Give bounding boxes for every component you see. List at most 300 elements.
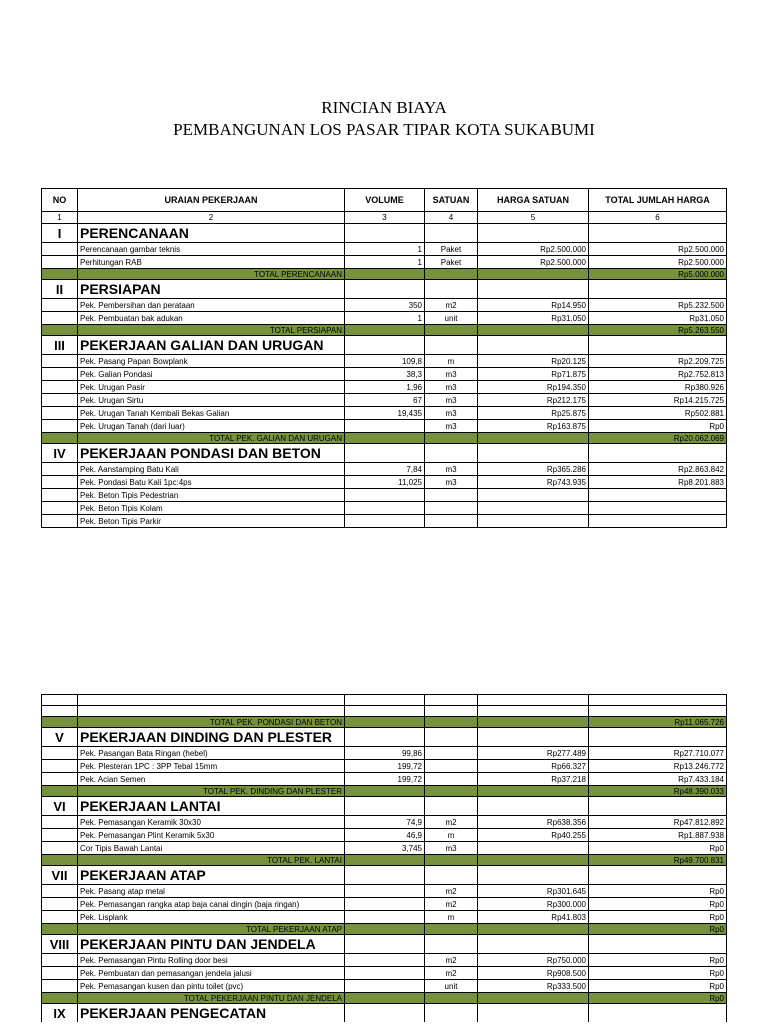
item-total: Rp0 [589, 885, 727, 898]
item-unit-price: Rp277.489 [478, 747, 589, 760]
item-unit: unit [425, 312, 478, 325]
item-unit-price: Rp194.350 [478, 381, 589, 394]
subtotal-label: TOTAL PEK. LANTAI [78, 855, 345, 866]
section-number: VII [42, 866, 78, 885]
item-total: Rp0 [589, 954, 727, 967]
item-number [42, 368, 78, 381]
empty-cell [478, 695, 589, 706]
empty-cell [478, 717, 589, 728]
empty-cell [478, 280, 589, 299]
item-unit-price: Rp908.500 [478, 967, 589, 980]
section-header-row [42, 728, 727, 747]
subtotal-row [42, 855, 727, 866]
empty-cell [42, 855, 78, 866]
subtotal-value: Rp0 [589, 924, 727, 935]
item-unit-price [478, 842, 589, 855]
item-description: Cor Tipis Bawah Lantai [78, 842, 345, 855]
item-volume: 3,745 [345, 842, 425, 855]
table-row [42, 898, 727, 911]
item-total: Rp8.201.883 [589, 476, 727, 489]
item-unit [425, 502, 478, 515]
item-unit: m [425, 911, 478, 924]
cost-table-page-2 [41, 694, 727, 1022]
empty-cell [425, 336, 478, 355]
item-description: Pek. Pembuatan dan pemasangan jendela jalusi [78, 967, 345, 980]
item-number [42, 312, 78, 325]
item-number [42, 967, 78, 980]
item-number [42, 489, 78, 502]
item-unit-price: Rp31.050 [478, 312, 589, 325]
subtotal-value: Rp5.263.550 [589, 325, 727, 336]
column-number: 4 [425, 212, 478, 224]
item-description: Pek. Pembuatan bak adukan [78, 312, 345, 325]
empty-cell [425, 706, 478, 717]
header-no: NO [42, 189, 78, 212]
subtotal-row [42, 924, 727, 935]
item-total: Rp14.215.725 [589, 394, 727, 407]
section-header-row [42, 866, 727, 885]
header-unit: SATUAN [425, 189, 478, 212]
item-number [42, 980, 78, 993]
item-unit-price [478, 489, 589, 502]
item-total: Rp2.500.000 [589, 243, 727, 256]
item-description: Pek. Lisplank [78, 911, 345, 924]
item-number [42, 515, 78, 528]
item-unit-price: Rp25.875 [478, 407, 589, 420]
section-title: PEKERJAAN ATAP [78, 866, 345, 885]
section-number: VIII [42, 935, 78, 954]
empty-cell [78, 706, 345, 717]
item-total: Rp2.209.725 [589, 355, 727, 368]
header-row [42, 189, 727, 212]
item-number [42, 502, 78, 515]
item-volume: 199,72 [345, 773, 425, 786]
empty-cell [589, 866, 727, 885]
item-description: Pek. Beton Tipis Parkir [78, 515, 345, 528]
item-unit-price: Rp212.175 [478, 394, 589, 407]
item-total [589, 489, 727, 502]
table-row [42, 243, 727, 256]
empty-cell [42, 706, 78, 717]
table-row [42, 829, 727, 842]
item-total: Rp5.232.500 [589, 299, 727, 312]
empty-cell [42, 269, 78, 280]
subtotal-row [42, 717, 727, 728]
item-unit-price: Rp301.645 [478, 885, 589, 898]
empty-cell [345, 1004, 425, 1023]
empty-cell [425, 924, 478, 935]
subtotal-label: TOTAL PEK. DINDING DAN PLESTER [78, 786, 345, 797]
item-unit-price: Rp300.000 [478, 898, 589, 911]
empty-cell [42, 717, 78, 728]
subtotal-label: TOTAL PERENCANAAN [78, 269, 345, 280]
section-number: I [42, 224, 78, 243]
subtotal-label: TOTAL PEKERJAAN PINTU DAN JENDELA [78, 993, 345, 1004]
empty-cell [345, 728, 425, 747]
item-unit [425, 773, 478, 786]
item-unit-price: Rp365.286 [478, 463, 589, 476]
empty-cell [425, 433, 478, 444]
empty-cell [345, 444, 425, 463]
item-description: Pek. Galian Pondasi [78, 368, 345, 381]
empty-cell [345, 924, 425, 935]
item-number [42, 394, 78, 407]
empty-cell [478, 935, 589, 954]
header-volume: VOLUME [345, 189, 425, 212]
empty-cell [478, 924, 589, 935]
section-number: IX [42, 1004, 78, 1023]
item-volume: 109,8 [345, 355, 425, 368]
item-number [42, 842, 78, 855]
item-volume: 46,9 [345, 829, 425, 842]
empty-cell [478, 797, 589, 816]
table-row [42, 355, 727, 368]
item-volume: 11,025 [345, 476, 425, 489]
empty-cell [478, 224, 589, 243]
empty-cell [345, 706, 425, 717]
item-unit-price: Rp71.875 [478, 368, 589, 381]
table-row [42, 407, 727, 420]
subtotal-value: Rp5.000.000 [589, 269, 727, 280]
item-unit: m2 [425, 954, 478, 967]
subtotal-label: TOTAL PEK. GALIAN DAN URUGAN [78, 433, 345, 444]
empty-cell [42, 924, 78, 935]
item-total: Rp0 [589, 420, 727, 433]
item-number [42, 747, 78, 760]
item-unit [425, 747, 478, 760]
header-total-price: TOTAL JUMLAH HARGA [589, 189, 727, 212]
item-number [42, 773, 78, 786]
empty-cell [478, 786, 589, 797]
document-title: RINCIAN BIAYA [321, 98, 447, 117]
item-unit [425, 760, 478, 773]
item-volume: 350 [345, 299, 425, 312]
item-total: Rp2.752.813 [589, 368, 727, 381]
item-unit: m2 [425, 816, 478, 829]
subtotal-row [42, 786, 727, 797]
subtotal-row [42, 325, 727, 336]
section-header-row [42, 444, 727, 463]
item-unit-price: Rp163.875 [478, 420, 589, 433]
item-number [42, 299, 78, 312]
column-number: 6 [589, 212, 727, 224]
item-total: Rp27.710.077 [589, 747, 727, 760]
item-total [589, 515, 727, 528]
table-row [42, 312, 727, 325]
empty-cell [478, 1004, 589, 1023]
column-number: 5 [478, 212, 589, 224]
item-unit-price: Rp333.500 [478, 980, 589, 993]
empty-cell [345, 717, 425, 728]
table-row [42, 885, 727, 898]
item-unit: m2 [425, 885, 478, 898]
item-unit: m3 [425, 463, 478, 476]
item-unit: m3 [425, 394, 478, 407]
empty-cell [425, 797, 478, 816]
empty-cell [478, 269, 589, 280]
item-unit-price [478, 515, 589, 528]
item-total: Rp0 [589, 842, 727, 855]
section-header-row [42, 1004, 727, 1023]
section-title: PEKERJAAN DINDING DAN PLESTER [78, 728, 345, 747]
table-row [42, 299, 727, 312]
item-unit: m2 [425, 967, 478, 980]
empty-cell [345, 433, 425, 444]
section-number: V [42, 728, 78, 747]
item-unit-price: Rp41.803 [478, 911, 589, 924]
empty-cell [478, 325, 589, 336]
item-total [589, 502, 727, 515]
item-description: Pek. Urugan Pasir [78, 381, 345, 394]
item-total: Rp47.812.892 [589, 816, 727, 829]
item-volume: 74,9 [345, 816, 425, 829]
item-number [42, 476, 78, 489]
empty-cell [425, 280, 478, 299]
item-volume [345, 898, 425, 911]
item-number [42, 256, 78, 269]
header-unit-price: HARGA SATUAN [478, 189, 589, 212]
empty-cell [589, 706, 727, 717]
item-description: Pek. Pemasangan Plint Keramik 5x30 [78, 829, 345, 842]
item-total: Rp7.433.184 [589, 773, 727, 786]
item-number [42, 355, 78, 368]
empty-cell [345, 935, 425, 954]
subtotal-label: TOTAL PERSIAPAN [78, 325, 345, 336]
table-row [42, 420, 727, 433]
item-number [42, 911, 78, 924]
item-volume: 38,3 [345, 368, 425, 381]
table-row [42, 911, 727, 924]
item-unit: m [425, 829, 478, 842]
empty-cell [478, 866, 589, 885]
item-unit: unit [425, 980, 478, 993]
empty-cell [478, 728, 589, 747]
empty-cell [478, 706, 589, 717]
item-description: Pek. Aanstamping Batu Kali [78, 463, 345, 476]
item-volume [345, 502, 425, 515]
header-description: URAIAN PEKERJAAN [78, 189, 345, 212]
section-number: II [42, 280, 78, 299]
item-description: Pek. Pemasangan Pintu Rolling door besi [78, 954, 345, 967]
empty-cell [345, 269, 425, 280]
empty-cell [425, 993, 478, 1004]
column-number: 2 [78, 212, 345, 224]
table-row [42, 967, 727, 980]
empty-cell [345, 786, 425, 797]
empty-cell [589, 728, 727, 747]
empty-cell [345, 695, 425, 706]
table-row [42, 816, 727, 829]
item-unit: m3 [425, 476, 478, 489]
item-volume: 67 [345, 394, 425, 407]
item-unit: m [425, 355, 478, 368]
section-title: PEKERJAAN LANTAI [78, 797, 345, 816]
table-row [42, 773, 727, 786]
item-unit: m2 [425, 898, 478, 911]
item-description: Pek. Urugan Tanah (dari luar) [78, 420, 345, 433]
empty-cell [345, 993, 425, 1004]
subtotal-row [42, 993, 727, 1004]
subtotal-value: Rp20.062.069 [589, 433, 727, 444]
empty-cell [589, 224, 727, 243]
table-row [42, 476, 727, 489]
empty-cell [78, 695, 345, 706]
empty-cell [345, 280, 425, 299]
item-unit: m3 [425, 842, 478, 855]
item-number [42, 243, 78, 256]
empty-cell [425, 695, 478, 706]
item-description: Pek. Pembersihan dan perataan [78, 299, 345, 312]
section-header-row [42, 797, 727, 816]
subtotal-value: Rp49.700.831 [589, 855, 727, 866]
empty-cell [345, 224, 425, 243]
empty-cell [425, 728, 478, 747]
item-description: Pek. Pasang Papan Bowplank [78, 355, 345, 368]
subtotal-label: TOTAL PEK. PONDASI DAN BETON [78, 717, 345, 728]
item-total: Rp1.887.938 [589, 829, 727, 842]
empty-cell [425, 224, 478, 243]
column-number: 1 [42, 212, 78, 224]
empty-cell [478, 855, 589, 866]
item-total: Rp0 [589, 980, 727, 993]
section-title: PEKERJAAN PINTU DAN JENDELA [78, 935, 345, 954]
item-volume: 7,84 [345, 463, 425, 476]
item-total: Rp13.246.772 [589, 760, 727, 773]
empty-cell [589, 444, 727, 463]
empty-cell [42, 433, 78, 444]
item-description: Perencanaan gambar teknis [78, 243, 345, 256]
blank-row [42, 695, 727, 706]
cost-table-page-1 [41, 188, 727, 528]
item-unit-price: Rp37.218 [478, 773, 589, 786]
item-unit-price: Rp20.125 [478, 355, 589, 368]
empty-cell [589, 336, 727, 355]
empty-cell [589, 695, 727, 706]
empty-cell [425, 1004, 478, 1023]
section-title: PEKERJAAN PENGECATAN [78, 1004, 345, 1023]
item-description: Pek. Pondasi Batu Kali 1pc:4ps [78, 476, 345, 489]
empty-cell [42, 786, 78, 797]
item-total: Rp31.050 [589, 312, 727, 325]
empty-cell [589, 935, 727, 954]
item-volume: 99,86 [345, 747, 425, 760]
item-total: Rp502.881 [589, 407, 727, 420]
item-number [42, 885, 78, 898]
subtotal-row [42, 433, 727, 444]
column-number: 3 [345, 212, 425, 224]
empty-cell [425, 866, 478, 885]
table-row [42, 256, 727, 269]
item-description: Pek. Urugan Sirtu [78, 394, 345, 407]
table-row [42, 381, 727, 394]
item-description: Pek. Pemasangan Keramik 30x30 [78, 816, 345, 829]
item-unit: m2 [425, 299, 478, 312]
empty-cell [478, 993, 589, 1004]
section-header-row [42, 935, 727, 954]
subtotal-value: Rp48.390.033 [589, 786, 727, 797]
item-volume [345, 420, 425, 433]
empty-cell [589, 797, 727, 816]
item-total: Rp2.863.842 [589, 463, 727, 476]
empty-cell [425, 325, 478, 336]
item-number [42, 420, 78, 433]
section-title: PEKERJAAN GALIAN DAN URUGAN [78, 336, 345, 355]
section-title: PEKERJAAN PONDASI DAN BETON [78, 444, 345, 463]
item-volume: 1 [345, 312, 425, 325]
item-volume: 1,96 [345, 381, 425, 394]
table-row [42, 515, 727, 528]
item-number [42, 760, 78, 773]
item-number [42, 954, 78, 967]
empty-cell [345, 325, 425, 336]
item-description: Pek. Plesteran 1PC : 3PP Tebal 15mm [78, 760, 345, 773]
item-number [42, 898, 78, 911]
item-unit [425, 489, 478, 502]
item-unit-price: Rp638.356 [478, 816, 589, 829]
item-volume [345, 967, 425, 980]
item-unit-price [478, 502, 589, 515]
subtotal-value: Rp0 [589, 993, 727, 1004]
item-number [42, 407, 78, 420]
empty-cell [345, 336, 425, 355]
empty-cell [42, 325, 78, 336]
empty-cell [478, 444, 589, 463]
table-row [42, 954, 727, 967]
item-unit [425, 515, 478, 528]
table-row [42, 980, 727, 993]
item-volume: 1 [345, 243, 425, 256]
item-number [42, 463, 78, 476]
table-row [42, 760, 727, 773]
item-description: Pek. Pemasangan kusen dan pintu toilet (pvc) [78, 980, 345, 993]
table-row [42, 489, 727, 502]
section-number: IV [42, 444, 78, 463]
item-unit: Paket [425, 243, 478, 256]
item-number [42, 381, 78, 394]
item-description: Perhitungan RAB [78, 256, 345, 269]
empty-cell [478, 433, 589, 444]
item-unit-price: Rp2.500.000 [478, 243, 589, 256]
empty-cell [345, 855, 425, 866]
table-row [42, 842, 727, 855]
empty-cell [425, 444, 478, 463]
empty-cell [345, 797, 425, 816]
section-header-row [42, 280, 727, 299]
empty-cell [425, 786, 478, 797]
empty-cell [425, 717, 478, 728]
item-description: Pek. Pasang atap metal [78, 885, 345, 898]
empty-cell [42, 695, 78, 706]
item-description: Pek. Urugan Tanah Kembali Bekas Galian [78, 407, 345, 420]
item-number [42, 829, 78, 842]
item-unit: m3 [425, 420, 478, 433]
item-total: Rp2.500.000 [589, 256, 727, 269]
empty-cell [425, 855, 478, 866]
empty-cell [478, 336, 589, 355]
empty-cell [425, 935, 478, 954]
section-title: PERENCANAAN [78, 224, 345, 243]
item-volume [345, 489, 425, 502]
item-total: Rp380.926 [589, 381, 727, 394]
item-unit: m3 [425, 381, 478, 394]
item-unit-price: Rp40.255 [478, 829, 589, 842]
item-description: Pek. Pasangan Bata Ringan (hebel) [78, 747, 345, 760]
item-description: Pek. Pemasangan rangka atap baja canai dingin (baja ringan) [78, 898, 345, 911]
item-unit-price: Rp66.327 [478, 760, 589, 773]
item-volume [345, 911, 425, 924]
item-volume: 199,72 [345, 760, 425, 773]
item-unit-price: Rp750.000 [478, 954, 589, 967]
